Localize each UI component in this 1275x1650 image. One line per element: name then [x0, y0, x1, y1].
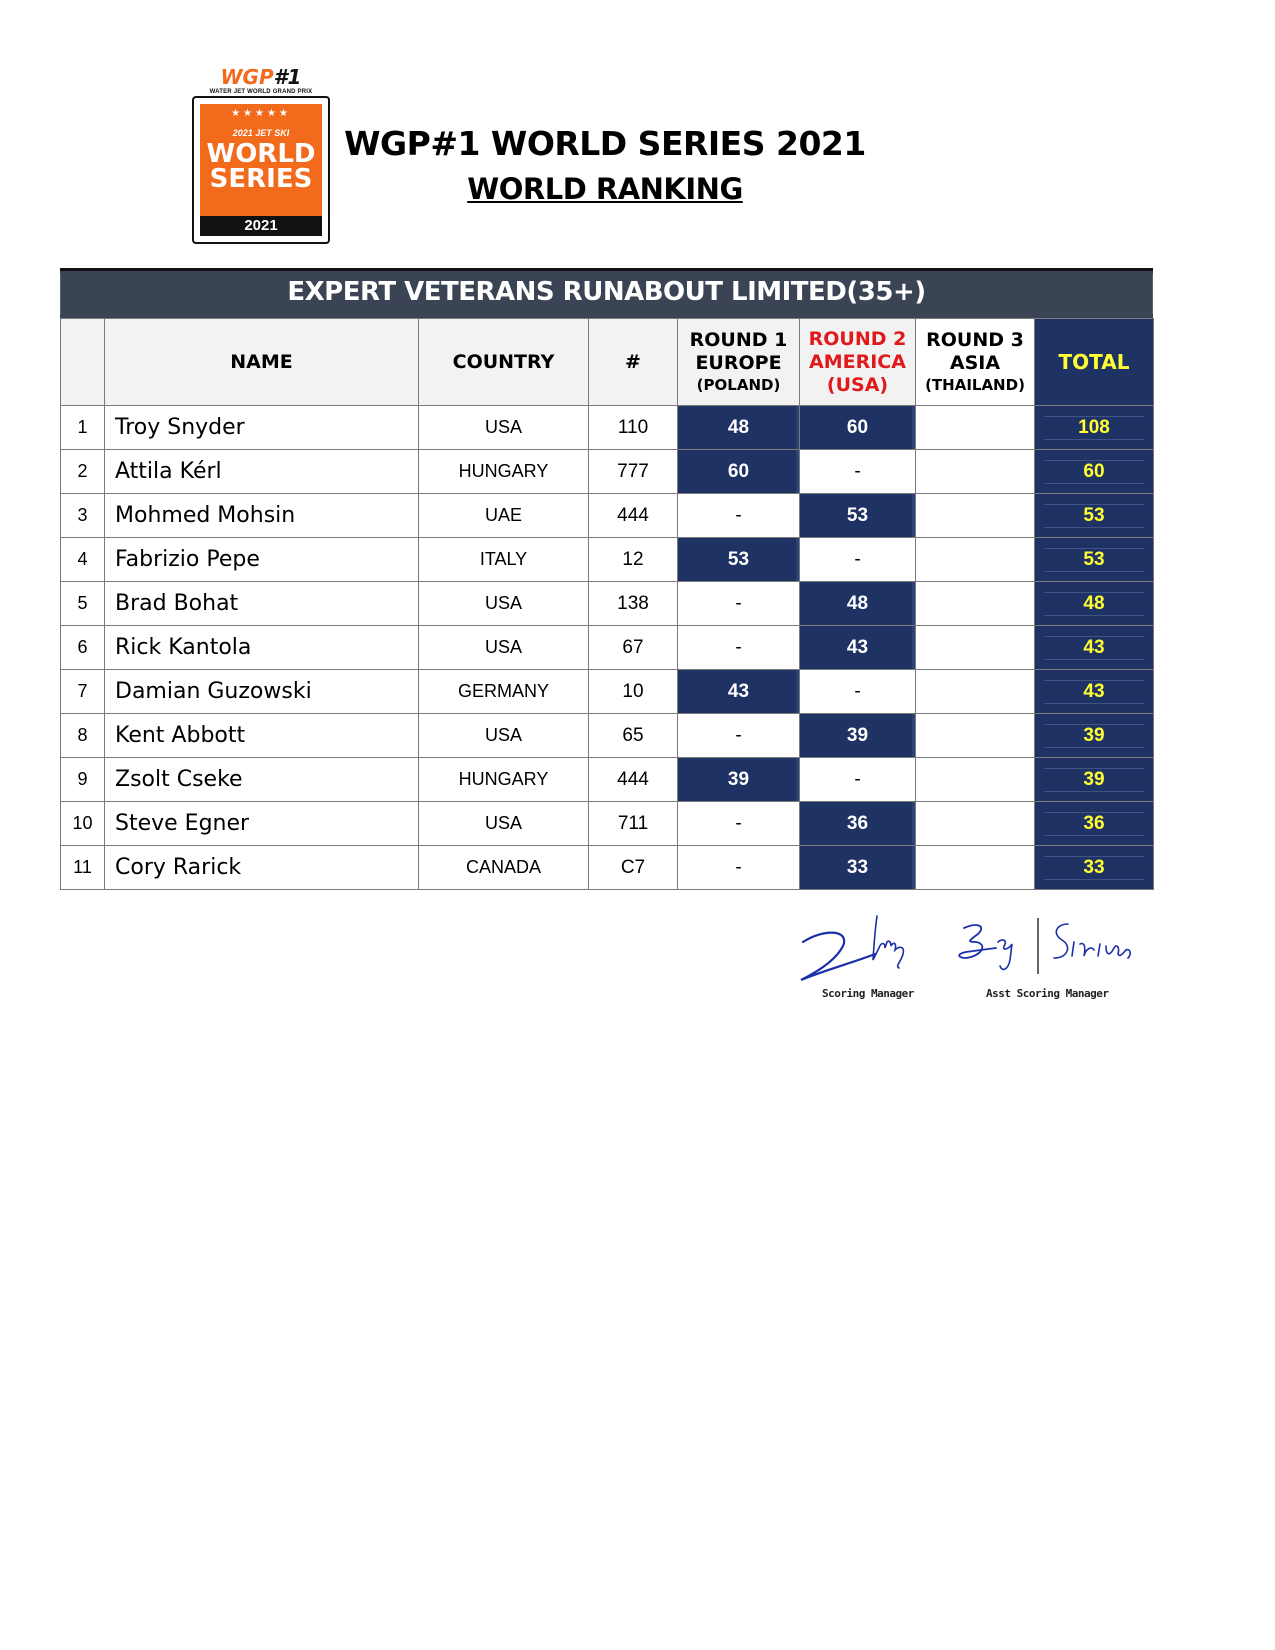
rank-cell: 8: [61, 714, 105, 758]
table-row: [61, 626, 1154, 670]
round1-points-cell: -: [678, 582, 800, 626]
total-points-cell: 60: [1035, 450, 1154, 494]
round1-points-cell: -: [678, 714, 800, 758]
number-cell: 10: [589, 670, 678, 714]
name-cell: Cory Rarick: [105, 846, 419, 890]
country-cell: CANADA: [419, 846, 589, 890]
country-cell: USA: [419, 582, 589, 626]
number-cell: 777: [589, 450, 678, 494]
round1-points-cell: -: [678, 494, 800, 538]
col-round2: ROUND 2 AMERICA (USA): [800, 319, 916, 406]
rank-cell: 10: [61, 802, 105, 846]
name-cell: Attila Kérl: [105, 450, 419, 494]
col-round1: ROUND 1 EUROPE (POLAND): [678, 319, 800, 406]
round3-points-cell: [916, 538, 1035, 582]
col-rank: [61, 319, 105, 406]
name-cell: Rick Kantola: [105, 626, 419, 670]
round1-points-cell: -: [678, 626, 800, 670]
col-country: COUNTRY: [419, 319, 589, 406]
logo-tagline: WATER JET WORLD GRAND PRIX: [209, 89, 313, 95]
round3-points-cell: [916, 450, 1035, 494]
page-title: WGP#1 WORLD SERIES 2021: [344, 124, 866, 163]
round2-points-cell: -: [800, 670, 916, 714]
round2-points-cell: 48: [800, 582, 916, 626]
total-points-cell: 39: [1035, 714, 1154, 758]
col-name: NAME: [105, 319, 419, 406]
round3-points-cell: [916, 494, 1035, 538]
table-row: [61, 846, 1154, 890]
round3-points-cell: [916, 582, 1035, 626]
table-row: [61, 758, 1154, 802]
total-points-cell: 43: [1035, 670, 1154, 714]
rank-cell: 6: [61, 626, 105, 670]
table-row: [61, 582, 1154, 626]
table-row: [61, 494, 1154, 538]
round1-points-cell: 39: [678, 758, 800, 802]
number-cell: 110: [589, 406, 678, 450]
name-cell: Troy Snyder: [105, 406, 419, 450]
table-row: [61, 802, 1154, 846]
round1-points-cell: -: [678, 802, 800, 846]
table-row: [61, 538, 1154, 582]
number-cell: 444: [589, 494, 678, 538]
number-cell: C7: [589, 846, 678, 890]
col-round3: ROUND 3 ASIA (THAILAND): [916, 319, 1035, 406]
round3-points-cell: [916, 626, 1035, 670]
round2-points-cell: 39: [800, 714, 916, 758]
country-cell: GERMANY: [419, 670, 589, 714]
country-cell: USA: [419, 406, 589, 450]
asst-scoring-manager-signature: [952, 912, 1137, 978]
ranking-table: [60, 268, 1153, 890]
round2-points-cell: 43: [800, 626, 916, 670]
round1-points-cell: -: [678, 846, 800, 890]
country-cell: USA: [419, 626, 589, 670]
name-cell: Steve Egner: [105, 802, 419, 846]
round2-points-cell: 33: [800, 846, 916, 890]
round1-points-cell: 53: [678, 538, 800, 582]
header-row: [61, 319, 1154, 406]
total-points-cell: 48: [1035, 582, 1154, 626]
round1-points-cell: 43: [678, 670, 800, 714]
logo-stars: ★★★★★: [231, 108, 291, 119]
number-cell: 12: [589, 538, 678, 582]
rank-cell: 7: [61, 670, 105, 714]
rank-cell: 9: [61, 758, 105, 802]
rank-cell: 4: [61, 538, 105, 582]
round3-points-cell: [916, 758, 1035, 802]
total-points-cell: 33: [1035, 846, 1154, 890]
table-row: [61, 670, 1154, 714]
number-cell: 67: [589, 626, 678, 670]
scoring-manager-label: Scoring Manager: [822, 987, 914, 1000]
name-cell: Brad Bohat: [105, 582, 419, 626]
round1-points-cell: 48: [678, 406, 800, 450]
logo-main-text: WORLD SERIES: [206, 139, 316, 194]
col-total: TOTAL: [1035, 319, 1154, 406]
page-subtitle: WORLD RANKING: [467, 172, 743, 206]
round2-points-cell: 53: [800, 494, 916, 538]
round2-points-cell: 60: [800, 406, 916, 450]
round3-points-cell: [916, 802, 1035, 846]
table-row: [61, 450, 1154, 494]
total-points-cell: 43: [1035, 626, 1154, 670]
round3-points-cell: [916, 846, 1035, 890]
name-cell: Kent Abbott: [105, 714, 419, 758]
rank-cell: 11: [61, 846, 105, 890]
col-number: #: [589, 319, 678, 406]
total-points-cell: 108: [1035, 406, 1154, 450]
country-cell: UAE: [419, 494, 589, 538]
country-cell: ITALY: [419, 538, 589, 582]
country-cell: USA: [419, 714, 589, 758]
table-row: [61, 714, 1154, 758]
round3-points-cell: [916, 714, 1035, 758]
country-cell: HUNGARY: [419, 758, 589, 802]
total-points-cell: 53: [1035, 494, 1154, 538]
round2-points-cell: -: [800, 538, 916, 582]
country-cell: USA: [419, 802, 589, 846]
name-cell: Mohmed Mohsin: [105, 494, 419, 538]
round2-points-cell: -: [800, 758, 916, 802]
number-cell: 65: [589, 714, 678, 758]
country-cell: HUNGARY: [419, 450, 589, 494]
rank-cell: 2: [61, 450, 105, 494]
total-points-cell: 39: [1035, 758, 1154, 802]
total-points-cell: 53: [1035, 538, 1154, 582]
category-header: [60, 268, 1153, 318]
logo-year: 2021: [200, 216, 322, 236]
asst-scoring-manager-label: Asst Scoring Manager: [986, 987, 1109, 1000]
total-points-cell: 36: [1035, 802, 1154, 846]
scoring-manager-signature: [795, 908, 920, 988]
category-title: EXPERT VETERANS RUNABOUT LIMITED(35+): [287, 277, 926, 307]
number-cell: 138: [589, 582, 678, 626]
round2-points-cell: -: [800, 450, 916, 494]
round3-points-cell: [916, 670, 1035, 714]
round1-points-cell: 60: [678, 450, 800, 494]
number-cell: 444: [589, 758, 678, 802]
number-cell: 711: [589, 802, 678, 846]
rank-cell: 1: [61, 406, 105, 450]
rank-cell: 3: [61, 494, 105, 538]
rank-cell: 5: [61, 582, 105, 626]
logo-badge: [192, 96, 330, 244]
logo-small-text: 2021 JET SKI: [232, 128, 290, 138]
ranking-grid: [60, 318, 1154, 890]
round3-points-cell: [916, 406, 1035, 450]
name-cell: Damian Guzowski: [105, 670, 419, 714]
name-cell: Fabrizio Pepe: [105, 538, 419, 582]
logo-brand: WGP#1: [220, 65, 302, 89]
table-row: [61, 406, 1154, 450]
round2-points-cell: 36: [800, 802, 916, 846]
name-cell: Zsolt Cseke: [105, 758, 419, 802]
